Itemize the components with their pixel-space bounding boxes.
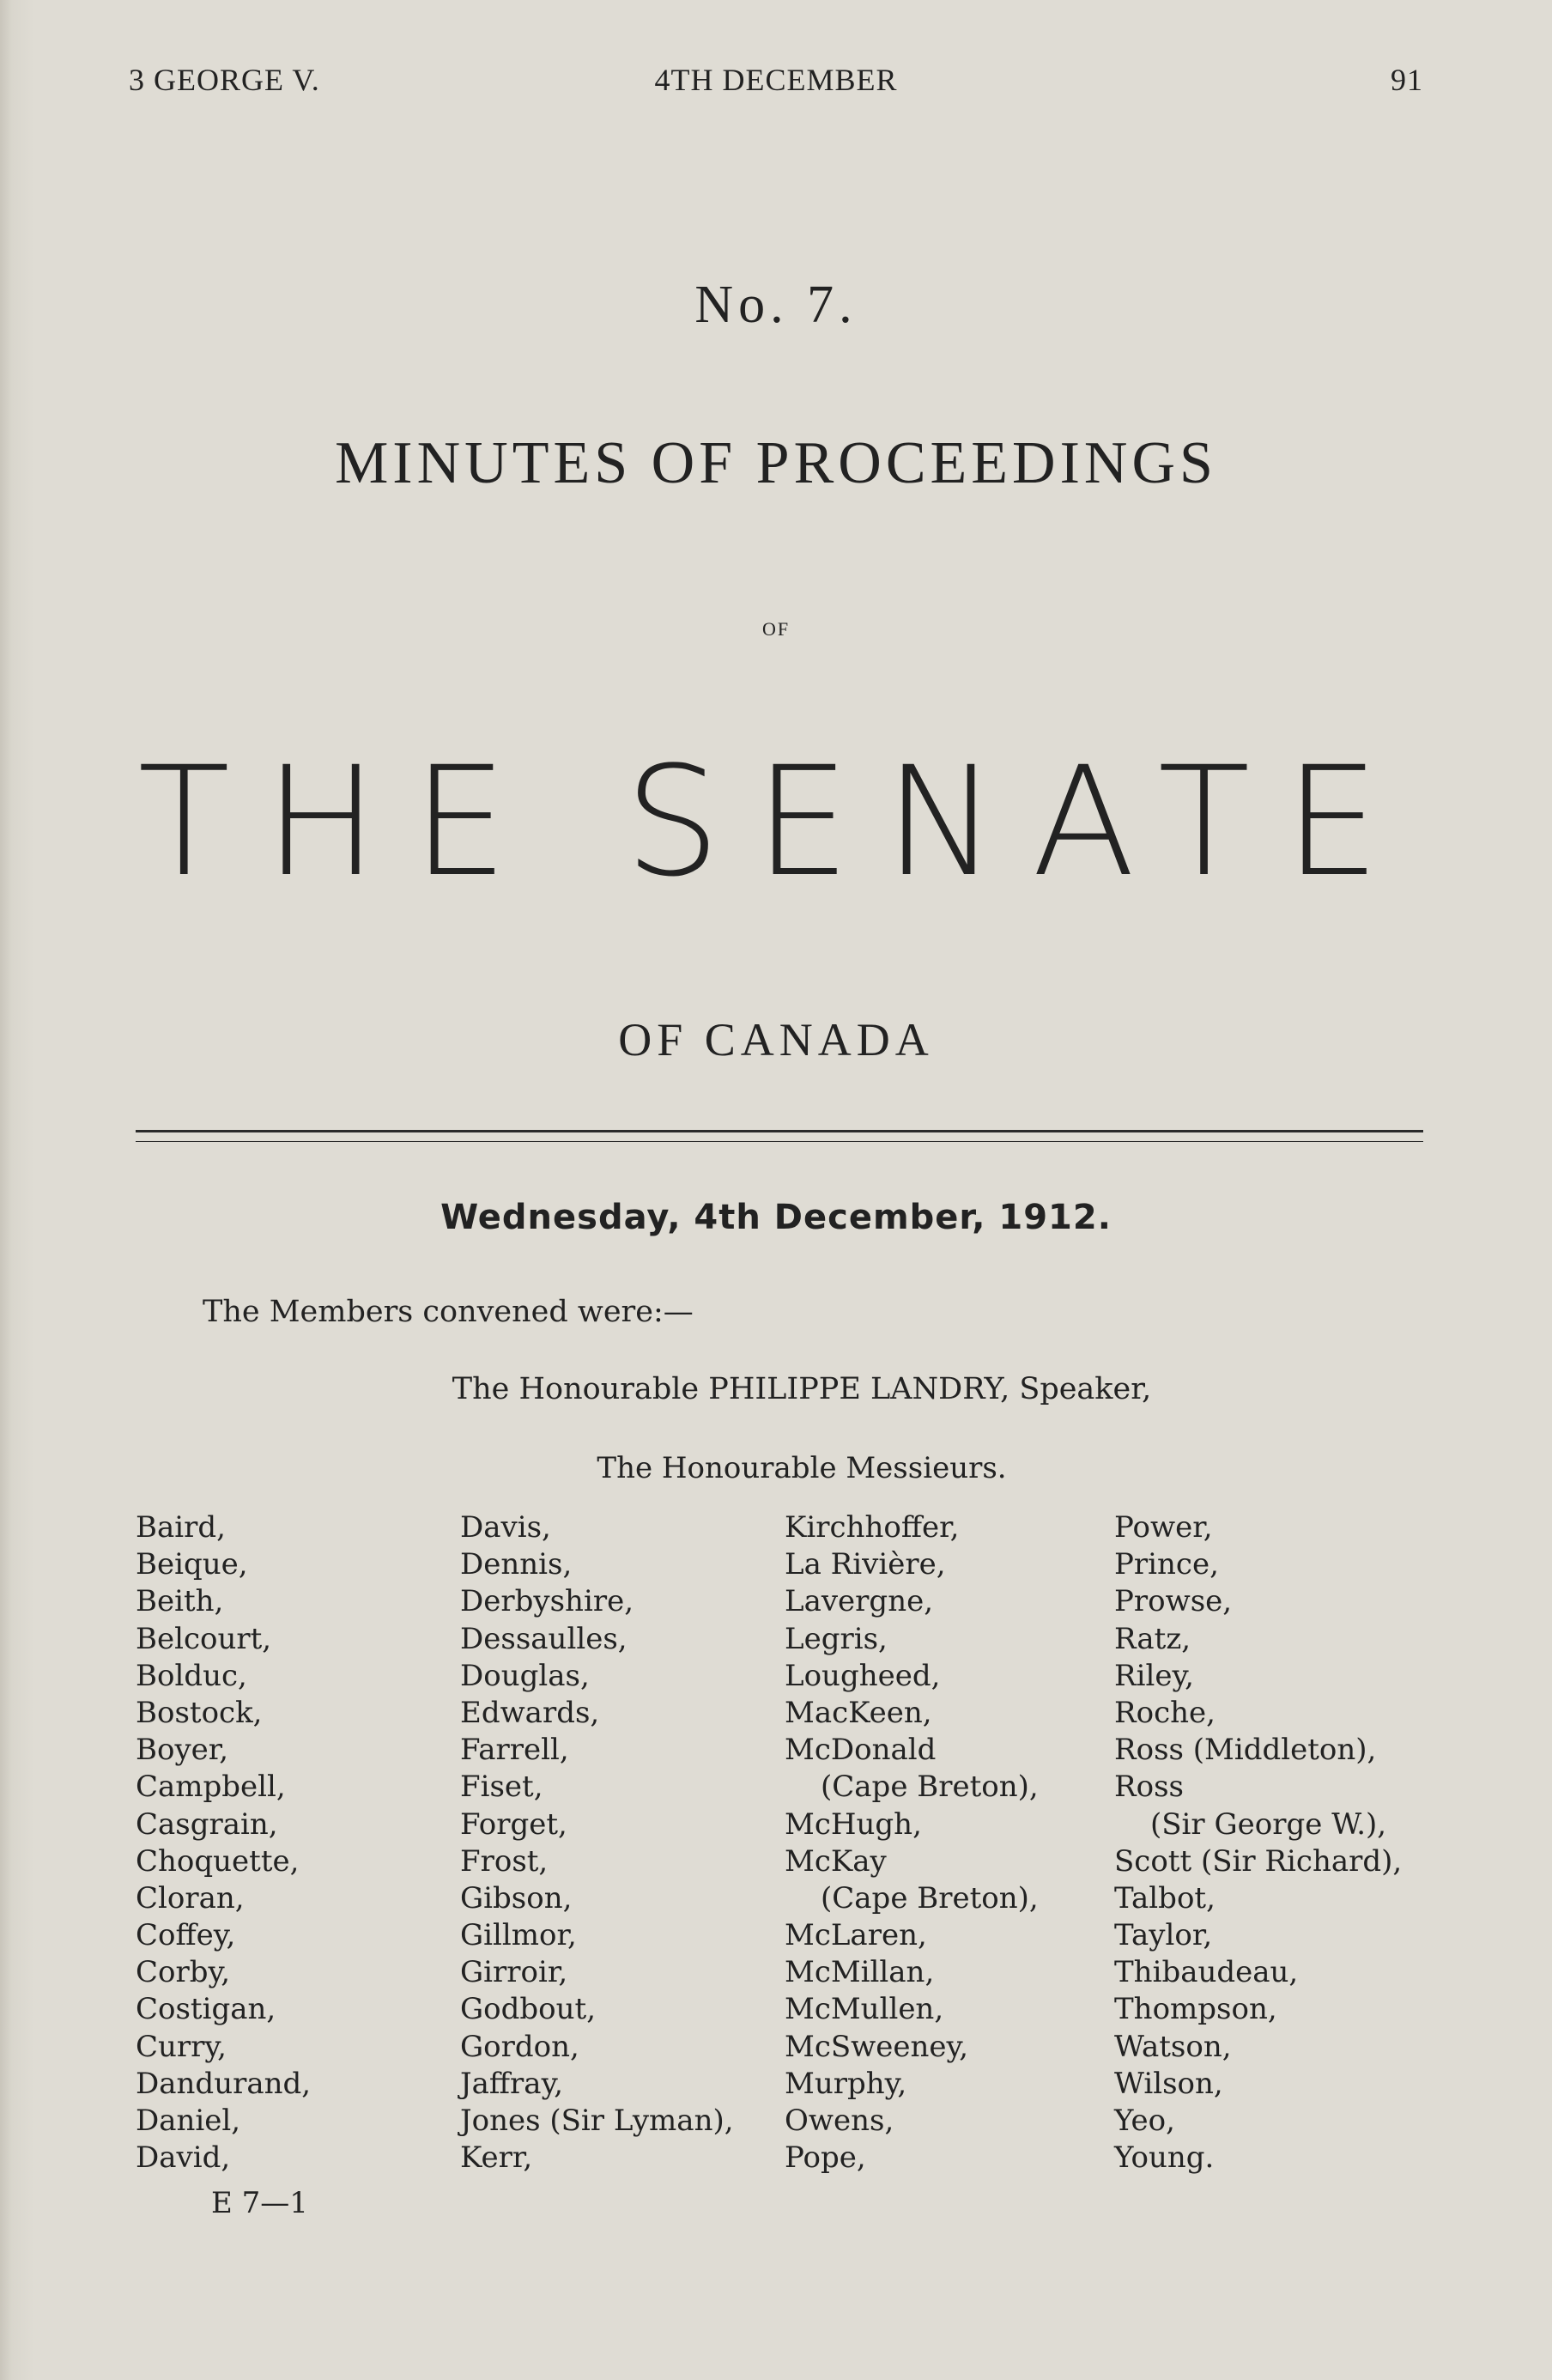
member-name: Beique, (136, 1547, 248, 1582)
member-name: Casgrain, (136, 1806, 278, 1842)
member-name: Young. (1114, 2140, 1215, 2176)
member-name: Watson, (1114, 2029, 1232, 2064)
title-of: OF (761, 618, 791, 640)
member-name: David, (136, 2140, 231, 2176)
member-name: Derbyshire, (460, 1584, 634, 1619)
member-name: Forget, (460, 1806, 567, 1842)
member-name: Boyer, (136, 1733, 229, 1768)
member-name: Bolduc, (136, 1658, 247, 1693)
member-name: Power, (1114, 1510, 1213, 1545)
title-minutes: MINUTES OF PROCEEDINGS (335, 430, 1217, 496)
member-name: Gillmor, (460, 1918, 577, 1953)
member-name: Jaffray, (460, 2066, 564, 2101)
member-name: Douglas, (460, 1658, 590, 1693)
member-name: Coffey, (136, 1918, 236, 1953)
convened-text: The Members convened were:— (203, 1295, 694, 1329)
member-name: Scott (Sir Richard), (1114, 1843, 1403, 1879)
member-name: McLaren, (785, 1918, 927, 1953)
member-name: Daniel, (136, 2104, 241, 2138)
member-name: Dessaulles, (460, 1621, 627, 1656)
member-name: McSweeney, (785, 2029, 969, 2064)
member-name: Riley, (1114, 1658, 1194, 1693)
member-name: Thompson, (1114, 1992, 1277, 2027)
member-name: Prince, (1114, 1547, 1219, 1582)
member-name: Costigan, (136, 1992, 276, 2027)
member-name: Yeo, (1114, 2104, 1175, 2138)
member-name: Beith, (136, 1584, 224, 1619)
member-name: McDonald (785, 1733, 937, 1768)
member-name: Baird, (136, 1510, 226, 1545)
member-name: Ratz, (1114, 1621, 1191, 1656)
member-name: Kirchhoffer, (785, 1510, 960, 1545)
member-name: Ross (Middleton), (1114, 1733, 1377, 1768)
members-column-4 (1114, 1509, 1402, 2177)
member-name: La Rivière, (785, 1547, 946, 1582)
member-name: Edwards, (460, 1695, 600, 1730)
member-name: (Cape Breton), (821, 1770, 1039, 1805)
member-name: Owens, (785, 2104, 894, 2138)
member-name: Wilson, (1114, 2066, 1223, 2101)
member-name: Pope, (785, 2140, 866, 2176)
member-name: MacKeen, (785, 1695, 932, 1730)
member-name: Bostock, (136, 1695, 263, 1730)
member-name: Legris, (785, 1621, 888, 1656)
member-name: Farrell, (460, 1733, 569, 1768)
member-name: Lougheed, (785, 1658, 941, 1693)
member-name: Kerr, (460, 2140, 533, 2176)
member-name: (Cape Breton), (821, 1880, 1039, 1916)
speaker-line: The Honourable PHILIPPE LANDRY, Speaker, (452, 1372, 1152, 1406)
issue-number: No. 7. (694, 276, 858, 334)
running-head-date: 4TH DECEMBER (654, 63, 898, 97)
member-name: Campbell, (136, 1770, 286, 1805)
member-name: Belcourt, (136, 1621, 272, 1656)
member-name: Roche, (1114, 1695, 1216, 1730)
member-name: Taylor, (1114, 1918, 1213, 1953)
member-name: Talbot, (1114, 1880, 1216, 1916)
messieurs-line: The Honourable Messieurs. (597, 1451, 1007, 1485)
members-column-1 (136, 1509, 311, 2177)
member-name: Girroir, (460, 1955, 568, 1990)
title-canada: OF CANADA (618, 1014, 934, 1066)
page-number: 91 (1391, 63, 1423, 97)
signature-mark: E 7—1 (211, 2186, 308, 2220)
members-column-2 (460, 1509, 734, 2177)
member-name: (Sir George W.), (1150, 1806, 1387, 1842)
member-name: Gordon, (460, 2029, 579, 2064)
member-name: McMillan, (785, 1955, 935, 1990)
member-name: Davis, (460, 1510, 551, 1545)
regnal-year: 3 GEORGE V. (129, 63, 320, 97)
member-name: Ross (1114, 1770, 1184, 1805)
member-name: Gibson, (460, 1880, 573, 1916)
member-name: Fiset, (460, 1770, 543, 1805)
title-senate: THE SENATE (137, 734, 1415, 910)
member-name: Dandurand, (136, 2066, 312, 2101)
member-name: McHugh, (785, 1806, 922, 1842)
member-name: Lavergne, (785, 1584, 934, 1619)
member-name: Prowse, (1114, 1584, 1233, 1619)
member-name: Godbout, (460, 1992, 596, 2027)
member-name: Jones (Sir Lyman), (460, 2104, 734, 2138)
member-name: Frost, (460, 1843, 549, 1879)
member-name: Murphy, (785, 2066, 907, 2101)
member-name: Thibaudeau, (1114, 1955, 1299, 1990)
member-name: Cloran, (136, 1880, 245, 1916)
member-name: Dennis, (460, 1547, 573, 1582)
member-name: Curry, (136, 2029, 227, 2064)
double-rule (136, 1130, 1423, 1142)
member-name: Choquette, (136, 1843, 300, 1879)
members-column-3 (785, 1509, 1039, 2177)
member-name: McMullen, (785, 1992, 944, 2027)
member-name: Corby, (136, 1955, 231, 1990)
session-date: Wednesday, 4th December, 1912. (440, 1198, 1112, 1237)
member-name: McKay (785, 1843, 887, 1879)
